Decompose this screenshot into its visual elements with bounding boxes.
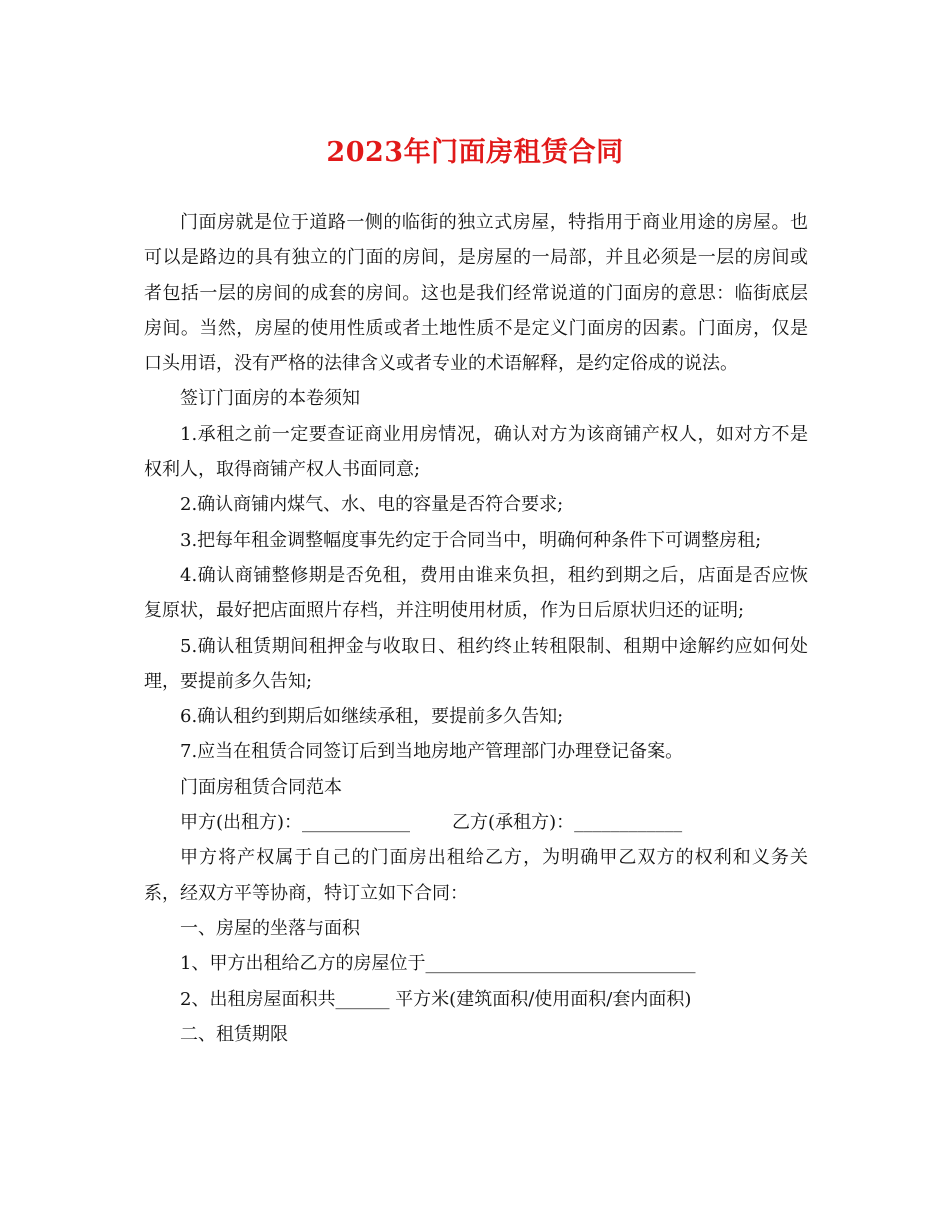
preamble-paragraph: 甲方将产权属于自己的门面房出租给乙方，为明确甲乙双方的权利和义务关系，经双方平等协商，特订立如下合同： <box>144 847 808 904</box>
notice-item-3: 3.把每年租金调整幅度事先约定于合同当中，明确何种条件下可调整房租; <box>180 529 762 551</box>
section1-heading: 一、房屋的坐落与面积 <box>180 917 360 939</box>
notice-item-6: 6.确认租约到期后如继续承租，要提前多久告知; <box>180 706 564 728</box>
notice-item-4: 4.确认商铺整修期是否免租，费用由谁来负担，租约到期之后，店面是否应恢复原状，最好把店面照片存档，并注明使用材质，作为日后原状归还的证明; <box>144 564 808 622</box>
section2-heading: 二、租赁期限 <box>180 1023 288 1045</box>
template-heading: 门面房租赁合同范本 <box>180 776 342 798</box>
notice-item-5: 5.确认租赁期间租押金与收取日、租约终止转租限制、租期中途解约应如何处理，要提前多久告知; <box>144 635 808 692</box>
notice-item-2: 2.确认商铺内煤气、水、电的容量是否符合要求; <box>180 494 564 516</box>
notice-heading: 签订门面房的本卷须知 <box>180 388 360 410</box>
party-b-field: 乙方(承租方)：____________ <box>452 812 683 834</box>
party-a-field: 甲方(出租方)：____________ <box>180 812 411 834</box>
document-body <box>144 205 808 1052</box>
notice-item-1: 1.承租之前一定要查证商业用房情况，确认对方为该商铺产权人，如对方不是权利人，取得商铺产权人书面同意; <box>144 423 808 481</box>
parties-line <box>144 805 808 840</box>
notice-item-7: 7.应当在租赁合同签订后到当地房地产管理部门办理登记备案。 <box>180 741 684 763</box>
intro-paragraph: 门面房就是位于道路一侧的临街的独立式房屋，特指用于商业用途的房屋。也可以是路边的具有独立的门面的房间，是房屋的一局部，并且必须是一层的房间或者包括一层的房间的成套的房间。这也是我们经常说道的门面房的意思：临街底层房间。当然，房屋的使用性质或者土地性质不是定义门面房的因素。门面房，仅是口头用语，没有严格的法律含义或者专业的术语解释，是约定俗成的说法。 <box>144 212 808 375</box>
section1-item-1: 1、甲方出租给乙方的房屋位于______________________________ <box>180 953 696 975</box>
section1-item-2: 2、出租房屋面积共______ 平方米(建筑面积/使用面积/套内面积) <box>180 988 692 1010</box>
document-title: 2023年门面房租赁合同 <box>326 137 624 168</box>
